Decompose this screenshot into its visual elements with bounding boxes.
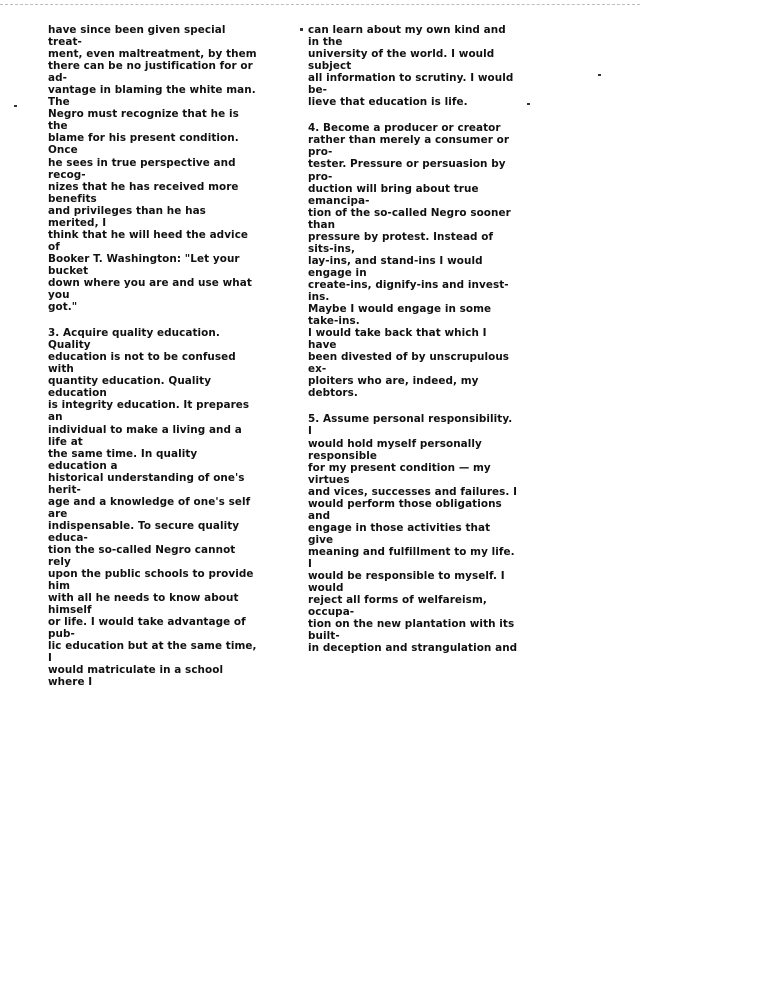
- paragraph-continuation: have since been given special treat- ment, even maltreatment, by them there can be no justification for or ad- vantage in blaming the white man. The Negro must recognize that he is the blame for his present condition. Once he sees in true perspective and recog- nizes that he has received more benefits and privileges than he has merited, I think that he will heed the advice of Booker T. Washington: "Let your bucket down where you are and use what you got.": [48, 24, 257, 314]
- paragraph-point-4: 4. Become a producer or creator rather than merely a consumer or pro- tester. Pressure or persuasion by pro- duction will bring about true emancipa- tion of the so-called Negro sooner than pressure by protest. Instead of sits-ins, lay-ins, and stand-ins I would engage in create-ins, dignify-ins and invest-ins. Maybe I would engage in some take-ins. I would take back that which I have been divested of by unscrupulous ex- ploiters who are, indeed, my debtors.: [308, 122, 511, 400]
- scan-artifact-mark: [14, 105, 17, 107]
- right-text-column: [308, 24, 518, 668]
- paragraph-point-5: 5. Assume personal responsibility. I would hold myself personally responsible for my present condition — my virtues and vices, successes and failures. I would perform those obligations and engage in those activities that give meaning and fulfillment to my life. I would be responsible to myself. I would reject all forms of welfareism, occupa- tion on the new plantation with its built- in deception and strangulation and: [308, 413, 518, 655]
- scan-artifact-mark: [527, 103, 530, 105]
- paragraph-point-3: 3. Acquire quality education. Quality education is not to be confused with quantity education. Quality education is integrity education. It prepares an individual to make a living and a life at the same time. In quality education a historical understanding of one's herit- age and a knowledge of one's self are indispensable. To secure quality educa- tion the so-called Negro cannot rely upon the public schools to provide him with all he needs to know about himself or life. I would take advantage of pub- lic education but at the same time, I would matriculate in a school where I: [48, 327, 257, 689]
- scan-top-border: [0, 4, 640, 5]
- left-text-column: [48, 24, 258, 703]
- scan-artifact-mark: [598, 74, 601, 76]
- scan-artifact-mark: [300, 28, 303, 31]
- paragraph-point-3-continued: can learn about my own kind and in the university of the world. I would subject all information to scrutiny. I would be- lieve that education is life.: [308, 24, 514, 109]
